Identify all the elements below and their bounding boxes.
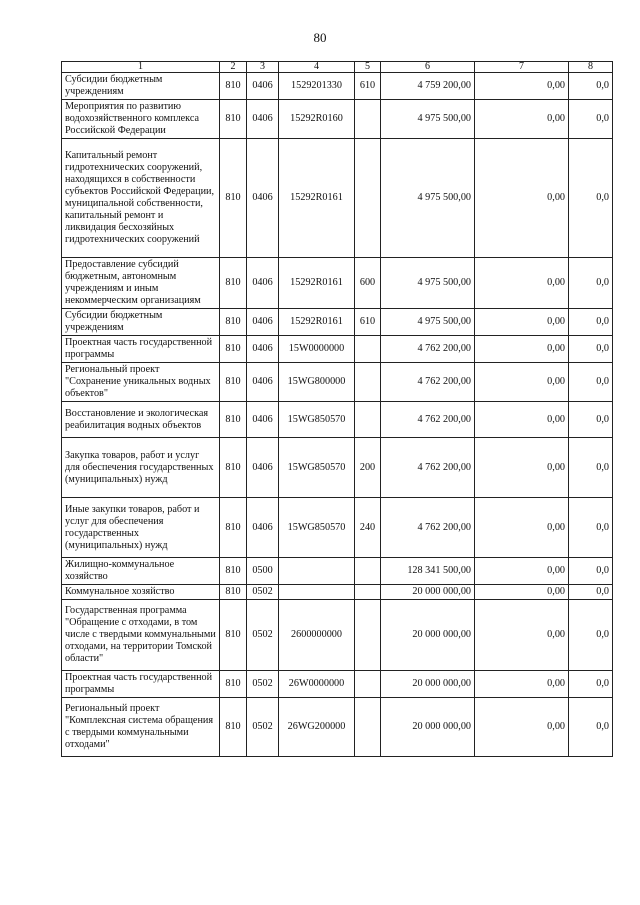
table-row [62,100,613,139]
row-cell-c5 [355,558,381,585]
row-cell-c6: 4 762 200,00 [381,498,475,558]
row-cell-c4: 1529201330 [279,73,355,100]
row-cell-c5 [355,600,381,671]
row-cell-c6: 4 759 200,00 [381,73,475,100]
row-cell-c7: 0,00 [475,309,569,336]
row-cell-c4: 15292R0161 [279,258,355,309]
row-cell-c6: 4 975 500,00 [381,309,475,336]
row-cell-c6: 4 975 500,00 [381,258,475,309]
row-cell-c7: 0,00 [475,498,569,558]
row-cell-c5: 600 [355,258,381,309]
row-cell-c3: 0406 [247,363,279,402]
row-name-cell: Предоставление субсидий бюджетным, автономным учреждениям и иным некоммерческим организациям [62,258,220,309]
row-cell-c8: 0,0 [569,309,613,336]
row-cell-c4: 15WG850570 [279,402,355,438]
row-cell-c4: 15WG850570 [279,438,355,498]
row-cell-c4: 15WG800000 [279,363,355,402]
row-cell-c8: 0,0 [569,585,613,600]
row-name-cell: Жилищно-коммунальное хозяйство [62,558,220,585]
row-cell-c2: 810 [220,698,247,757]
row-cell-c3: 0502 [247,585,279,600]
table-body [62,73,613,757]
row-cell-c3: 0406 [247,498,279,558]
row-cell-c7: 0,00 [475,558,569,585]
row-cell-c4: 15292R0160 [279,100,355,139]
column-header-5: 5 [355,62,381,73]
row-name-cell: Региональный проект "Комплексная система обращения с твердыми коммунальными отходами" [62,698,220,757]
table-row [62,309,613,336]
row-cell-c5 [355,671,381,698]
row-cell-c6: 4 762 200,00 [381,363,475,402]
row-cell-c7: 0,00 [475,336,569,363]
row-cell-c6: 20 000 000,00 [381,671,475,698]
row-cell-c2: 810 [220,336,247,363]
table-row [62,336,613,363]
row-cell-c3: 0406 [247,309,279,336]
row-cell-c4: 26WG200000 [279,698,355,757]
row-cell-c3: 0502 [247,698,279,757]
row-cell-c2: 810 [220,600,247,671]
table-row [62,558,613,585]
table-row [62,73,613,100]
table-row [62,600,613,671]
row-cell-c8: 0,0 [569,402,613,438]
column-header-1: 1 [62,62,220,73]
row-cell-c2: 810 [220,585,247,600]
row-cell-c7: 0,00 [475,73,569,100]
row-cell-c2: 810 [220,258,247,309]
row-cell-c7: 0,00 [475,698,569,757]
row-cell-c6: 4 762 200,00 [381,336,475,363]
row-cell-c4: 26W0000000 [279,671,355,698]
page-number: 80 [313,30,327,45]
row-cell-c7: 0,00 [475,402,569,438]
row-cell-c4: 15WG850570 [279,498,355,558]
column-header-3: 3 [247,62,279,73]
row-cell-c2: 810 [220,100,247,139]
table-row [62,498,613,558]
row-cell-c3: 0406 [247,438,279,498]
row-name-cell: Иные закупки товаров, работ и услуг для обеспечения государственных (муниципальных) нужд [62,498,220,558]
row-cell-c4: 15W0000000 [279,336,355,363]
row-cell-c3: 0406 [247,139,279,258]
row-name-cell: Субсидии бюджетным учреждениям [62,73,220,100]
row-cell-c8: 0,0 [569,671,613,698]
row-name-cell: Капитальный ремонт гидротехнических сооружений, находящихся в собственности субъектов Российской Федерации, муниципальной собственности, капитальный ремонт и ликвидация бесхозяйных гидротехнических сооружений [62,139,220,258]
row-cell-c2: 810 [220,73,247,100]
row-cell-c7: 0,00 [475,363,569,402]
row-name-cell: Государственная программа "Обращение с отходами, в том числе с твердыми коммунальными отходами, на территории Томской области" [62,600,220,671]
row-name-cell: Проектная часть государственной программы [62,336,220,363]
table-row [62,698,613,757]
row-cell-c8: 0,0 [569,438,613,498]
row-name-cell: Коммунальное хозяйство [62,585,220,600]
row-cell-c6: 20 000 000,00 [381,698,475,757]
table-row [62,585,613,600]
row-cell-c5 [355,585,381,600]
row-cell-c2: 810 [220,402,247,438]
table-row [62,438,613,498]
row-cell-c5 [355,402,381,438]
row-cell-c8: 0,0 [569,139,613,258]
column-header-8: 8 [569,62,613,73]
row-cell-c8: 0,0 [569,258,613,309]
table-row [62,402,613,438]
row-cell-c5 [355,100,381,139]
column-header-4: 4 [279,62,355,73]
row-cell-c5: 610 [355,73,381,100]
row-cell-c3: 0406 [247,336,279,363]
row-cell-c3: 0406 [247,73,279,100]
row-cell-c6: 20 000 000,00 [381,585,475,600]
row-name-cell: Закупка товаров, работ и услуг для обеспечения государственных (муниципальных) нужд [62,438,220,498]
row-cell-c8: 0,0 [569,336,613,363]
row-name-cell: Субсидии бюджетным учреждениям [62,309,220,336]
table-row [62,671,613,698]
row-cell-c7: 0,00 [475,671,569,698]
row-cell-c5 [355,363,381,402]
row-cell-c7: 0,00 [475,600,569,671]
column-header-6: 6 [381,62,475,73]
row-cell-c4: 15292R0161 [279,309,355,336]
table-row [62,258,613,309]
row-cell-c8: 0,0 [569,600,613,671]
table-row [62,363,613,402]
row-cell-c8: 0,0 [569,363,613,402]
row-cell-c6: 4 762 200,00 [381,402,475,438]
row-cell-c4 [279,558,355,585]
row-cell-c6: 128 341 500,00 [381,558,475,585]
row-name-cell: Восстановление и экологическая реабилитация водных объектов [62,402,220,438]
table-header-row [62,62,613,73]
row-cell-c2: 810 [220,363,247,402]
row-cell-c3: 0502 [247,671,279,698]
row-cell-c2: 810 [220,558,247,585]
row-cell-c2: 810 [220,671,247,698]
row-cell-c2: 810 [220,438,247,498]
row-cell-c4: 2600000000 [279,600,355,671]
row-cell-c2: 810 [220,498,247,558]
column-header-7: 7 [475,62,569,73]
row-cell-c5: 240 [355,498,381,558]
row-cell-c7: 0,00 [475,139,569,258]
row-cell-c3: 0406 [247,258,279,309]
budget-table [61,61,613,757]
row-cell-c5 [355,698,381,757]
row-cell-c5: 200 [355,438,381,498]
row-cell-c7: 0,00 [475,438,569,498]
row-cell-c3: 0500 [247,558,279,585]
row-cell-c8: 0,0 [569,100,613,139]
row-cell-c7: 0,00 [475,585,569,600]
row-cell-c2: 810 [220,139,247,258]
row-cell-c3: 0502 [247,600,279,671]
row-cell-c5 [355,336,381,363]
row-cell-c6: 4 975 500,00 [381,139,475,258]
row-name-cell: Мероприятия по развитию водохозяйственного комплекса Российской Федерации [62,100,220,139]
row-cell-c8: 0,0 [569,498,613,558]
row-cell-c5 [355,139,381,258]
column-header-2: 2 [220,62,247,73]
row-cell-c7: 0,00 [475,100,569,139]
row-cell-c2: 810 [220,309,247,336]
table-row [62,139,613,258]
row-cell-c6: 4 762 200,00 [381,438,475,498]
row-cell-c4: 15292R0161 [279,139,355,258]
row-cell-c7: 0,00 [475,258,569,309]
row-cell-c3: 0406 [247,100,279,139]
row-cell-c5: 610 [355,309,381,336]
row-cell-c8: 0,0 [569,73,613,100]
row-name-cell: Региональный проект "Сохранение уникальных водных объектов" [62,363,220,402]
row-cell-c6: 20 000 000,00 [381,600,475,671]
row-cell-c4 [279,585,355,600]
row-cell-c3: 0406 [247,402,279,438]
row-name-cell: Проектная часть государственной программы [62,671,220,698]
row-cell-c8: 0,0 [569,698,613,757]
row-cell-c6: 4 975 500,00 [381,100,475,139]
row-cell-c8: 0,0 [569,558,613,585]
